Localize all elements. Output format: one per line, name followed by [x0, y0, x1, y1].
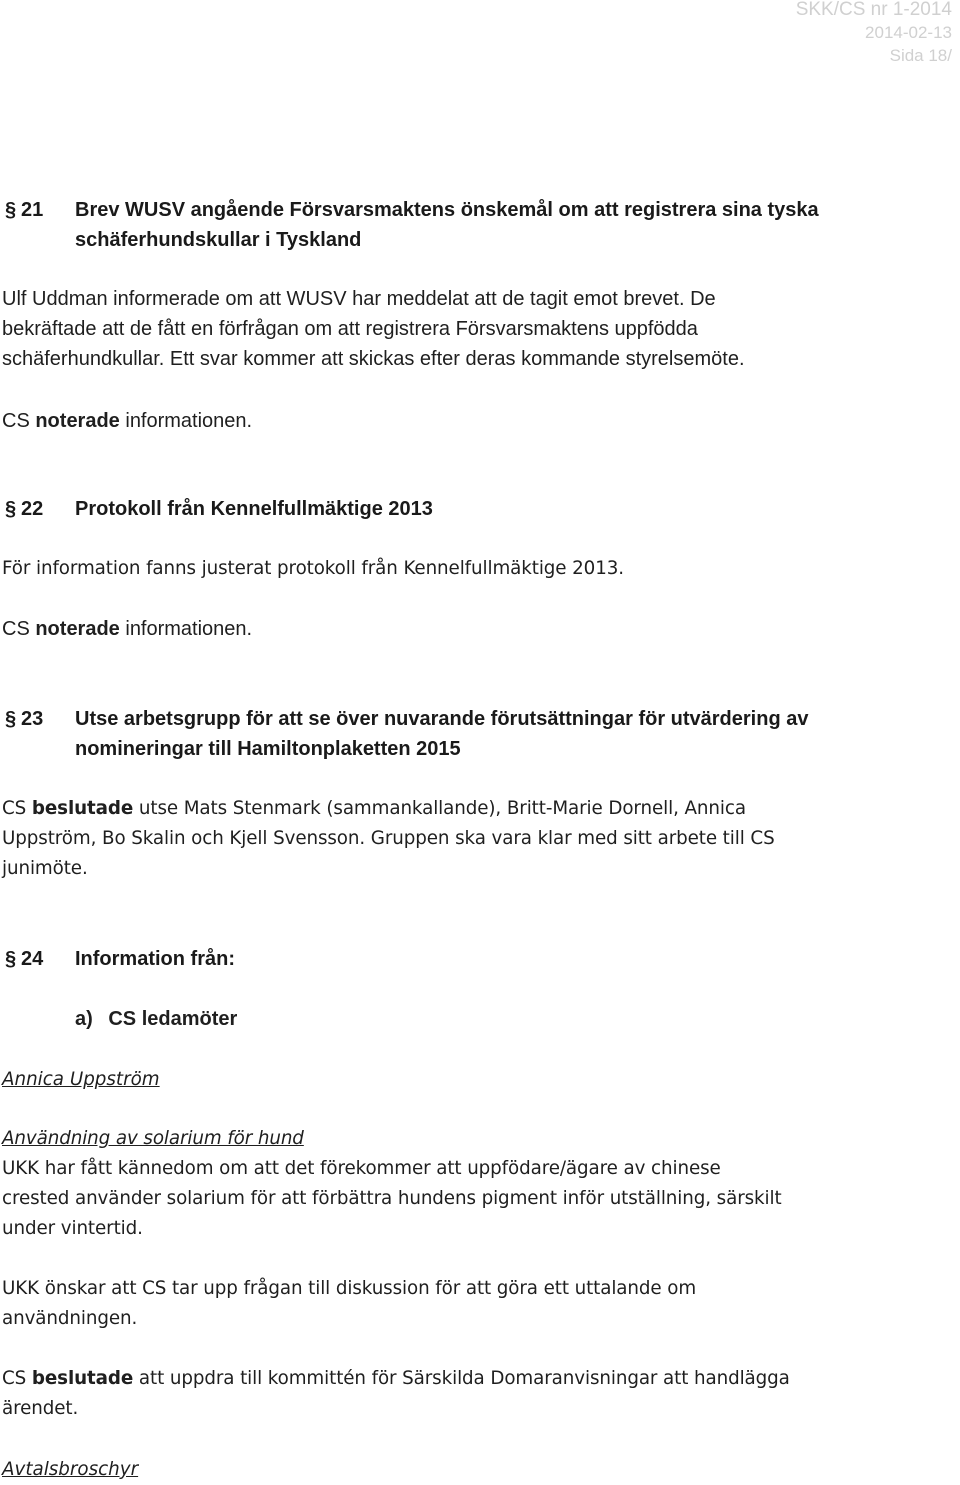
- body-line: crested använder solarium för att förbättra hundens pigment inför utställning, särskilt: [2, 1188, 782, 1209]
- decision-verb: noterade: [35, 410, 120, 432]
- section-number: 22: [21, 498, 44, 520]
- decision-prefix: CS: [2, 1368, 32, 1389]
- section-21-body: [2, 284, 937, 374]
- section-title-line: schäferhundskullar i Tyskland: [75, 229, 362, 251]
- decision-suffix: informationen.: [119, 410, 253, 432]
- decision-suffix: informationen.: [119, 618, 253, 640]
- decision-suffix: att uppdra till kommittén för Särskilda Domaranvisningar att handlägga: [133, 1368, 790, 1389]
- body-line: användningen.: [2, 1308, 138, 1329]
- cs-decision-solarium: [2, 1364, 937, 1424]
- section-title: [75, 704, 935, 764]
- paragraph-sign: §: [5, 199, 17, 221]
- subsection-title: CS ledamöter: [108, 1008, 238, 1030]
- section-title-line: Utse arbetsgrupp för att se över nuvarande förutsättningar för utvärdering av: [75, 708, 809, 730]
- section-23-body: [2, 794, 937, 884]
- paragraph-sign: §: [5, 498, 17, 520]
- document-id: SKK/CS nr 1-2014: [795, 0, 952, 20]
- section-22-decision: [2, 614, 937, 644]
- ukk-request: [2, 1274, 937, 1334]
- page-number: Sida 18/: [889, 46, 952, 65]
- topic-title: Användning av solarium för hund: [2, 1128, 304, 1149]
- member-name: [2, 1064, 937, 1095]
- decision-prefix: CS: [2, 798, 32, 819]
- topic-title: Avtalsbroschyr: [2, 1459, 139, 1480]
- body-line: UKK önskar att CS tar upp frågan till diskussion för att göra ett uttalande om: [2, 1278, 697, 1299]
- document-date: 2014-02-13: [865, 23, 952, 42]
- section-title: Protokoll från Kennelfullmäktige 2013: [75, 498, 433, 520]
- section-title-line: nomineringar till Hamiltonplaketten 2015: [75, 738, 461, 760]
- body-line: junimöte.: [2, 858, 88, 879]
- subsection-label: a): [75, 1008, 93, 1030]
- decision-verb: beslutade: [31, 798, 134, 819]
- topic-solarium: [2, 1124, 937, 1244]
- decision-prefix: CS: [2, 410, 36, 432]
- member-name-text: Annica Uppström: [2, 1069, 160, 1090]
- section-title-line: Brev WUSV angående Försvarsmaktens önskemål om att registrera sina tyska: [75, 199, 819, 221]
- subsection-a-heading: [75, 1004, 237, 1034]
- body-line: bekräftade att de fått en förfrågan om att registrera Försvarsmaktens uppfödda: [2, 318, 698, 340]
- section-21-decision: [2, 406, 937, 436]
- body-line: ärendet.: [2, 1398, 79, 1419]
- decision-suffix: utse Mats Stenmark (sammankallande), Britt-Marie Dornell, Annica: [133, 798, 746, 819]
- body-line: [2, 794, 937, 824]
- paragraph-sign: §: [5, 948, 17, 970]
- decision-prefix: CS: [2, 618, 36, 640]
- body-line: under vintertid.: [2, 1218, 143, 1239]
- body-line: schäferhundkullar. Ett svar kommer att skickas efter deras kommande styrelsemöte.: [2, 348, 745, 370]
- section-title: Information från:: [75, 948, 235, 970]
- section-22-body: För information fanns justerat protokoll från Kennelfullmäktige 2013.: [2, 558, 624, 579]
- section-number: 23: [21, 708, 44, 730]
- section-number: 21: [21, 199, 44, 221]
- body-line: Ulf Uddman informerade om att WUSV har meddelat att de tagit emot brevet. De: [2, 288, 716, 310]
- body-line: [2, 1364, 937, 1394]
- section-number: 24: [21, 948, 44, 970]
- topic-avtalsbroschyr: [2, 1454, 937, 1485]
- decision-verb: beslutade: [31, 1368, 134, 1389]
- paragraph-sign: §: [5, 708, 17, 730]
- section-title: [75, 195, 935, 255]
- body-line: Uppström, Bo Skalin och Kjell Svensson. Gruppen ska vara klar med sitt arbete till CS: [2, 828, 775, 849]
- decision-verb: noterade: [35, 618, 120, 640]
- body-line: UKK har fått kännedom om att det förekommer att uppfödare/ägare av chinese: [2, 1158, 721, 1179]
